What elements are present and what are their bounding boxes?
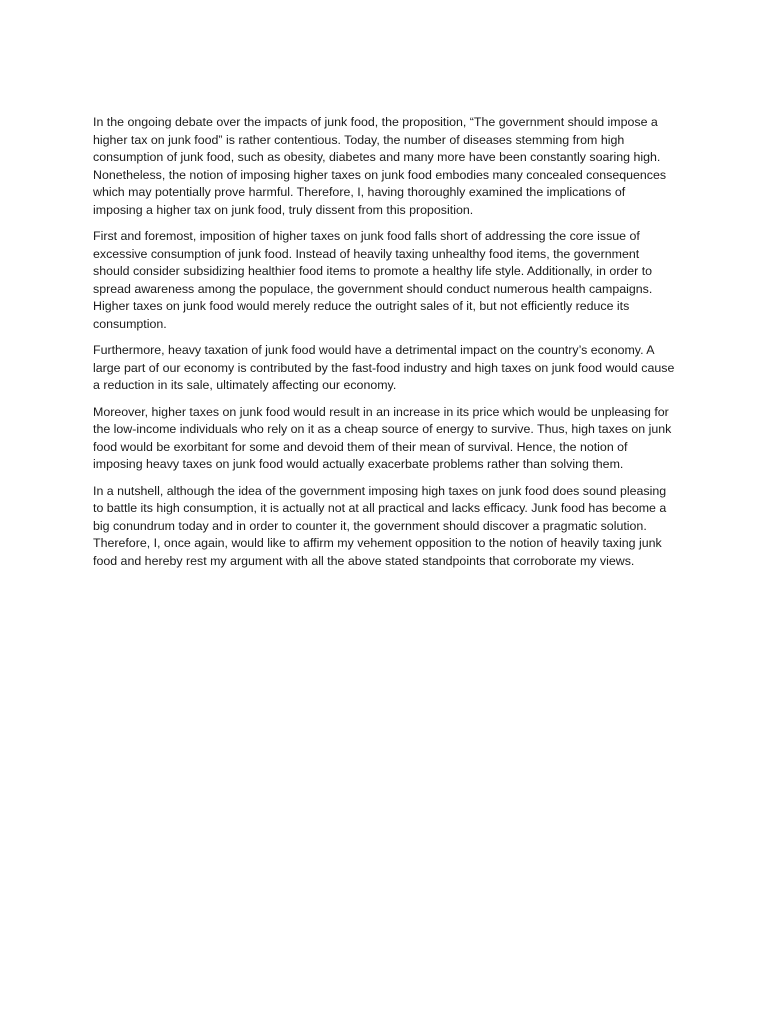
paragraph-second-argument: Furthermore, heavy taxation of junk food would have a detrimental impact on the country’s economy. A large part of our economy is contributed by the fast-food industry and high taxes on junk food would cause a reduction in its sale, ultimately affecting our economy. <box>93 343 675 392</box>
paragraph-first-argument: First and foremost, imposition of higher taxes on junk food falls short of addressing the core issue of excessive consumption of junk food. Instead of heavily taxing unhealthy food items, the government should consider subsidizing healthier food items to promote a healthy life style. Additionally, in order to spread awareness among the populace, the government should conduct numerous health campaigns. Higher taxes on junk food would merely reduce the outright sales of it, but not efficiently reduce its consumption. <box>93 229 653 331</box>
paragraph-introduction: In the ongoing debate over the impacts of junk food, the proposition, “The government should impose a higher tax on junk food” is rather contentious. Today, the number of diseases stemming from high consumption of junk food, such as obesity, diabetes and many more have been constantly soaring high. Nonetheless, the notion of imposing higher taxes on junk food embodies many concealed consequences which may potentially prove harmful. Therefore, I, having thoroughly examined the implications of imposing a higher tax on junk food, truly dissent from this proposition. <box>93 115 667 217</box>
paragraph-third-argument: Moreover, higher taxes on junk food would result in an increase in its price which would be unpleasing for the low-income individuals who rely on it as a cheap source of energy to survive. Thus, high taxes on junk food would be exorbitant for some and devoid them of their mean of survival. Hence, the notion of imposing heavy taxes on junk food would actually exacerbate problems rather than solving them. <box>93 404 672 471</box>
paragraph-conclusion: In a nutshell, although the idea of the government imposing high taxes on junk food does sound pleasing to battle its high consumption, it is actually not at all practical and lacks efficacy. Junk food has become a big conundrum today and in order to counter it, the government should discover a pragmatic solution. Therefore, I, once again, would like to affirm my vehement opposition to the notion of heavily taxing junk food and hereby rest my argument with all the above stated standpoints that corroborate my views. <box>93 483 667 568</box>
document-body <box>93 114 678 579</box>
